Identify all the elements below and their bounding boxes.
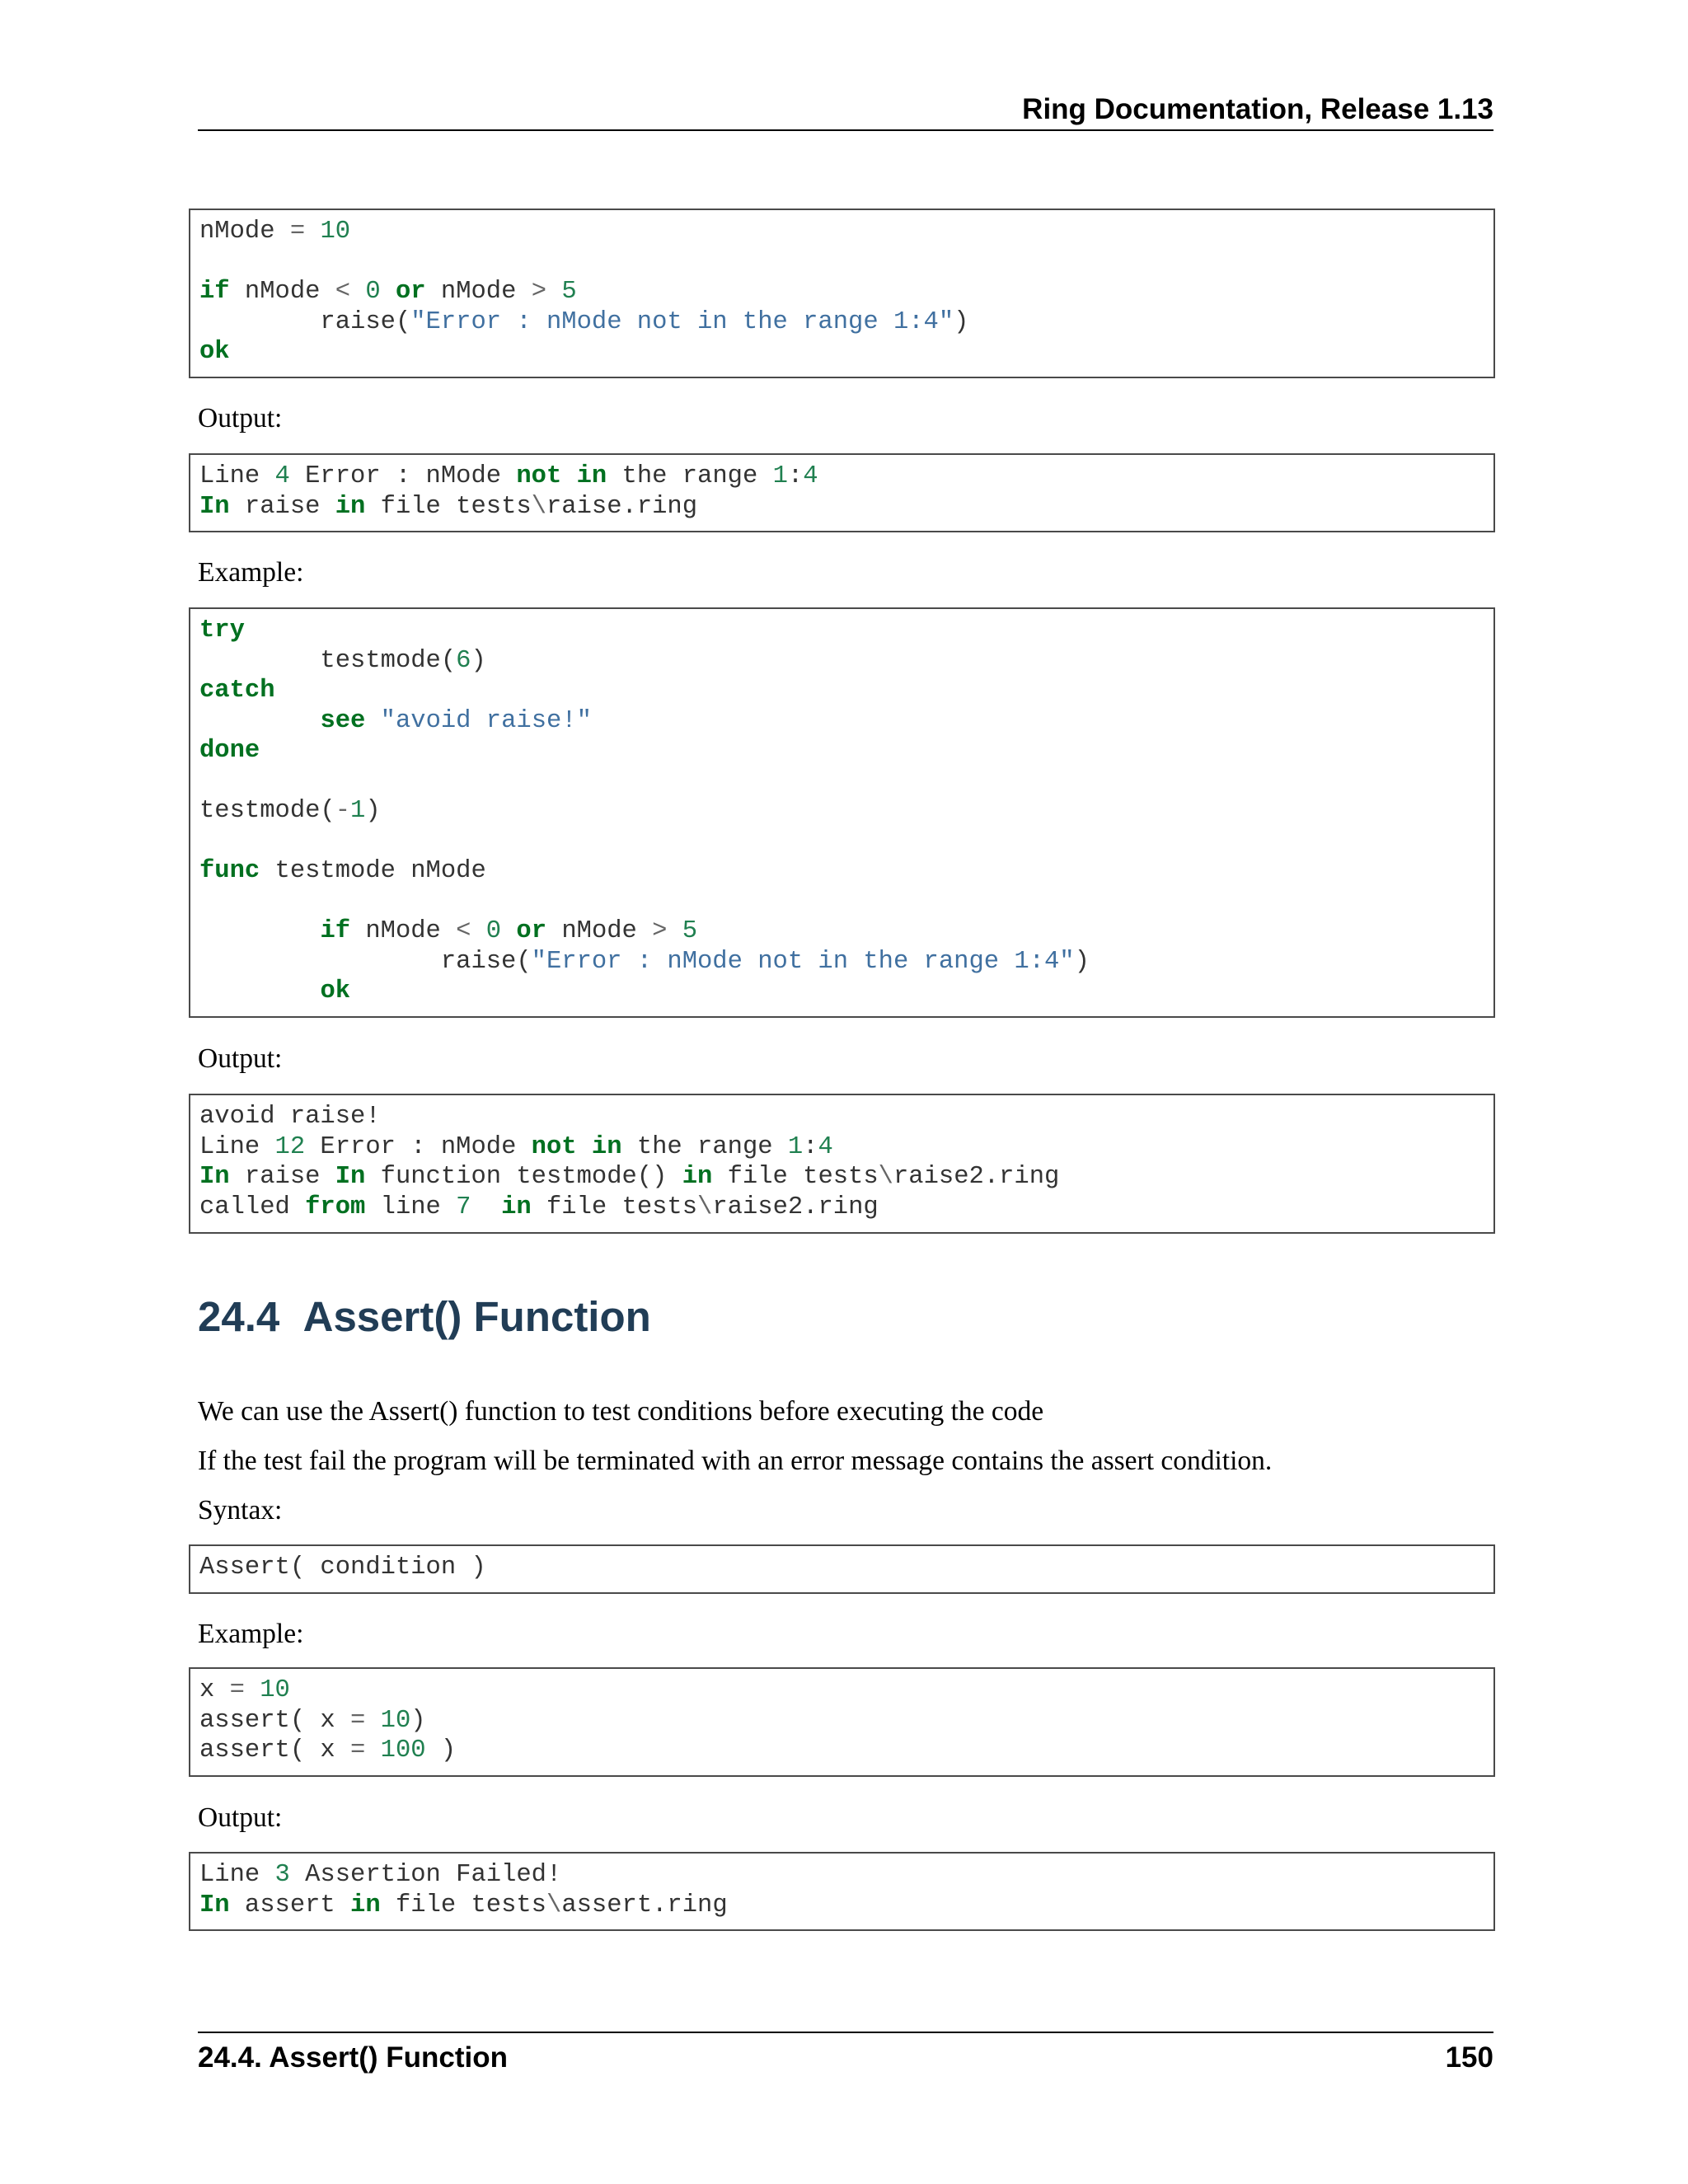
page-number: 150: [1445, 2041, 1493, 2074]
code-token: [561, 462, 576, 490]
code-line: [199, 1675, 1493, 1706]
code-line: [199, 766, 1493, 797]
code-token: [245, 1676, 260, 1704]
code-token: file tests: [712, 1163, 879, 1191]
code-token: raise2.ring: [893, 1163, 1060, 1191]
syntax-label: Syntax:: [198, 1495, 283, 1526]
code-line: [199, 616, 1493, 646]
code-token: =: [289, 218, 306, 246]
code-token: raise.ring: [546, 492, 698, 521]
code-token: in: [501, 1193, 532, 1221]
output-label: Output:: [198, 403, 283, 434]
code-block[interactable]: [189, 209, 1495, 378]
code-token: or: [395, 278, 426, 306]
example-label: Example:: [198, 1619, 304, 1649]
footer-divider: [198, 2032, 1493, 2033]
code-line: [199, 462, 1493, 492]
code-token: done: [199, 737, 260, 765]
code-token: nMode: [425, 278, 532, 306]
code-token: [471, 917, 485, 945]
code-token: file tests: [365, 492, 532, 521]
header-divider: [198, 129, 1493, 131]
code-token: ): [1074, 947, 1090, 976]
code-token: 4: [803, 462, 818, 490]
code-token: ok: [320, 977, 351, 1005]
section-number: 24.4: [198, 1293, 280, 1340]
code-token: 1: [772, 462, 788, 490]
code-line: [199, 1193, 1493, 1223]
code-token: 3: [274, 1861, 290, 1889]
code-token: [546, 278, 561, 306]
example-label: Example:: [198, 557, 304, 588]
code-token: In: [199, 1163, 230, 1191]
code-token: assert: [229, 1891, 351, 1919]
code-token: [199, 917, 320, 945]
code-token: file tests: [380, 1891, 546, 1919]
code-token: [199, 707, 320, 735]
code-token: [365, 1707, 380, 1735]
output-block[interactable]: [189, 453, 1495, 532]
code-token: [365, 707, 380, 735]
code-token: 6: [456, 646, 471, 675]
code-token: in: [591, 1132, 622, 1161]
code-token: 10: [380, 1706, 411, 1735]
code-line: [199, 217, 1493, 247]
header-title: Ring Documentation, Release 1.13: [1022, 93, 1493, 125]
code-token: if: [320, 917, 351, 945]
code-line: [199, 1736, 1493, 1766]
code-token: ): [410, 1706, 426, 1735]
code-token: =: [350, 1736, 366, 1765]
code-token: if: [199, 278, 230, 306]
code-token: in: [682, 1163, 713, 1191]
code-token: assert( x: [199, 1706, 351, 1735]
code-token: \: [531, 492, 546, 521]
page-footer: [198, 2037, 1493, 2079]
output-block[interactable]: [189, 1094, 1495, 1234]
code-token: [577, 1133, 592, 1161]
code-token: \: [878, 1163, 893, 1191]
code-token: file tests: [531, 1193, 698, 1221]
code-token: In: [199, 492, 230, 521]
code-token: catch: [199, 677, 275, 705]
code-token: 4: [274, 462, 290, 490]
code-token: 0: [485, 917, 502, 945]
code-line: [199, 337, 1493, 368]
output-label: Output:: [198, 1043, 283, 1074]
code-token: in: [335, 492, 366, 521]
code-token: 7: [456, 1193, 471, 1221]
page-header: [198, 89, 1493, 130]
code-token: in: [350, 1891, 381, 1919]
code-token: -: [335, 797, 351, 825]
code-token: \: [546, 1891, 562, 1919]
code-token: func: [199, 857, 260, 885]
code-line: [199, 1162, 1493, 1193]
code-token: not: [531, 1132, 577, 1161]
paragraph: If the test fail the program will be terminated with an error message contains the assert condition.: [198, 1446, 1273, 1476]
code-token: 0: [365, 278, 381, 306]
code-token: <: [335, 278, 351, 306]
code-token: not: [516, 462, 562, 490]
code-block[interactable]: [189, 1667, 1495, 1777]
code-token: [365, 1736, 380, 1765]
code-line: [199, 1132, 1493, 1163]
code-token: assert.ring: [561, 1891, 728, 1919]
code-line: [199, 827, 1493, 857]
code-token: raise2.ring: [712, 1193, 879, 1221]
code-token: =: [350, 1706, 366, 1735]
code-token: [350, 278, 365, 306]
code-token: the range: [607, 462, 773, 490]
code-line: [199, 706, 1493, 737]
code-line: [199, 977, 1493, 1007]
code-token: In: [199, 1891, 230, 1919]
code-token: avoid raise!: [199, 1103, 381, 1131]
code-token: <: [456, 917, 471, 945]
code-token: ): [471, 646, 486, 675]
code-line: [199, 1860, 1493, 1891]
code-token: In: [335, 1163, 366, 1191]
code-token: ): [425, 1736, 457, 1765]
code-line: [199, 676, 1493, 706]
code-line: [199, 247, 1493, 278]
code-token: testmode nMode: [260, 857, 486, 885]
code-token: \: [697, 1193, 713, 1221]
code-token: called: [199, 1193, 306, 1221]
code-token: in: [576, 462, 607, 490]
code-token: [471, 1193, 501, 1221]
code-line: [199, 1706, 1493, 1736]
code-token: 10: [260, 1676, 290, 1704]
code-token: function testmode(): [365, 1163, 682, 1191]
code-token: Error : nMode: [305, 1132, 532, 1161]
code-token: or: [516, 917, 547, 945]
code-token: Line: [199, 1132, 275, 1161]
code-token: ): [365, 797, 381, 825]
code-token: Error : nMode: [289, 462, 517, 490]
section-heading: [198, 1290, 651, 1344]
paragraph: We can use the Assert() function to test conditions before executing the code: [198, 1396, 1044, 1427]
code-token: [667, 917, 682, 945]
code-line: [199, 1102, 1493, 1132]
code-token: =: [229, 1676, 245, 1704]
footer-section: 24.4. Assert() Function: [198, 2041, 508, 2074]
code-token: nMode: [199, 218, 290, 246]
code-token: ok: [199, 338, 230, 366]
code-token: "Error : nMode not in the range 1:4": [410, 307, 954, 336]
output-label: Output:: [198, 1802, 283, 1833]
code-token: "Error : nMode not in the range 1:4": [531, 947, 1075, 976]
code-token: :: [803, 1132, 818, 1161]
code-token: 4: [818, 1132, 833, 1161]
syntax-block[interactable]: [189, 1544, 1495, 1594]
code-line: [199, 1553, 1493, 1583]
code-token: 5: [682, 917, 698, 945]
code-token: x: [199, 1676, 230, 1704]
code-block[interactable]: [189, 607, 1495, 1018]
code-token: from: [305, 1193, 366, 1221]
code-token: 12: [274, 1132, 306, 1161]
code-token: raise: [229, 492, 335, 521]
code-line: [199, 1891, 1493, 1921]
code-token: nMode: [350, 917, 457, 945]
code-token: raise: [229, 1163, 335, 1191]
code-line: [199, 916, 1493, 947]
code-token: 100: [380, 1736, 426, 1765]
code-token: testmode(: [199, 646, 457, 675]
code-line: [199, 947, 1493, 977]
code-token: 5: [561, 278, 577, 306]
code-token: line: [365, 1193, 457, 1221]
code-token: 10: [320, 218, 351, 246]
code-token: see: [320, 706, 366, 735]
code-token: [381, 278, 396, 306]
code-token: Assert( condition ): [199, 1554, 486, 1582]
code-token: Assertion Failed!: [289, 1861, 562, 1889]
code-line: [199, 646, 1493, 677]
code-line: [199, 492, 1493, 523]
code-token: nMode: [546, 917, 653, 945]
code-line: [199, 736, 1493, 766]
code-token: ): [954, 307, 969, 336]
output-block[interactable]: [189, 1852, 1495, 1931]
code-token: raise(: [199, 307, 411, 336]
section-title: Assert() Function: [302, 1293, 651, 1340]
code-token: try: [199, 616, 245, 644]
code-token: [305, 218, 320, 246]
code-token: [199, 977, 320, 1005]
code-token: >: [531, 278, 547, 306]
code-line: [199, 856, 1493, 887]
code-token: 1: [350, 797, 366, 825]
code-line: [199, 796, 1493, 827]
code-token: raise(: [199, 947, 532, 976]
code-token: the range: [621, 1132, 788, 1161]
code-line: [199, 277, 1493, 307]
code-line: [199, 887, 1493, 917]
code-token: nMode: [229, 278, 335, 306]
code-token: Line: [199, 462, 275, 490]
code-token: "avoid raise!": [380, 706, 592, 735]
code-token: [501, 917, 516, 945]
code-token: Line: [199, 1861, 275, 1889]
code-line: [199, 307, 1493, 338]
code-token: >: [652, 917, 668, 945]
code-token: assert( x: [199, 1736, 351, 1765]
code-token: :: [787, 462, 804, 490]
code-token: 1: [787, 1132, 804, 1161]
code-token: testmode(: [199, 797, 335, 825]
